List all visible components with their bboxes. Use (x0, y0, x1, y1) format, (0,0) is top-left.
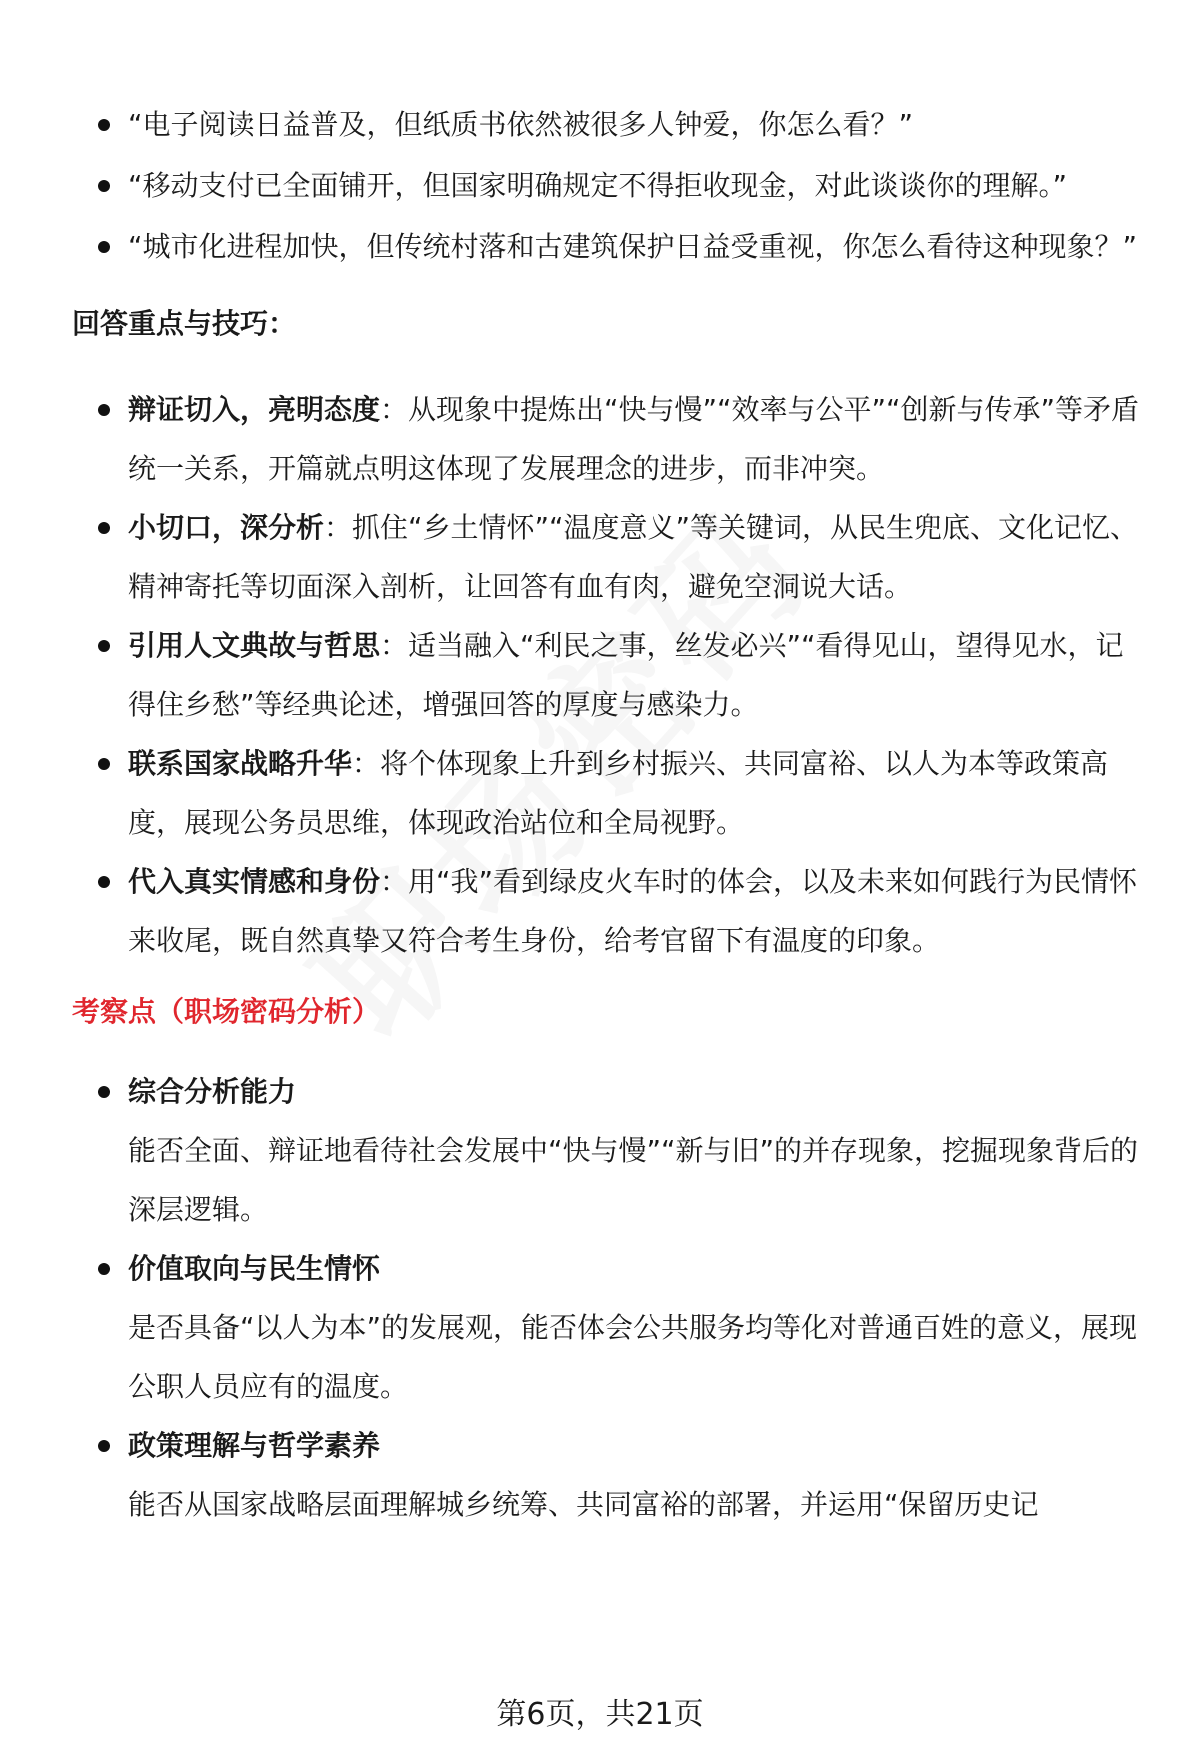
list-item: 联系国家战略升华：将个体现象上升到乡村振兴、共同富裕、以人为本等政策高度，展现公务员思维，体现政治站位和全局视野。 (72, 734, 1142, 852)
exam-list (72, 1062, 1142, 1534)
bullet-icon (98, 241, 110, 253)
bullet-icon (98, 1086, 110, 1098)
bullet-icon (98, 640, 110, 652)
list-item: 引用人文典故与哲思：适当融入“利民之事，丝发必兴”“看得见山，望得见水，记得住乡愁”等经典论述，增强回答的厚度与感染力。 (72, 616, 1142, 734)
page-content (72, 95, 1142, 1534)
list-item: 辩证切入，亮明态度：从现象中提炼出“快与慢”“效率与公平”“创新与传承”等矛盾统一关系，开篇就点明这体现了发展理念的进步，而非冲突。 (72, 380, 1142, 498)
bullet-icon (98, 876, 110, 888)
list-item: 综合分析能力 能否全面、辩证地看待社会发展中“快与慢”“新与旧”的并存现象，挖掘现象背后的深层逻辑。 (72, 1062, 1142, 1239)
bullet-icon (98, 1440, 110, 1452)
list-item: “城市化进程加快，但传统村落和古建筑保护日益受重视，你怎么看待这种现象？” (72, 217, 1142, 276)
bullet-icon (98, 404, 110, 416)
list-item: “电子阅读日益普及，但纸质书依然被很多人钟爱，你怎么看？” (72, 95, 1142, 154)
tips-list (72, 380, 1142, 970)
bullet-icon (98, 1263, 110, 1275)
bullet-icon (98, 180, 110, 192)
page-number-footer: 第6页，共21页 (496, 1697, 704, 1732)
exam-heading: 考察点（职场密码分析） (72, 995, 381, 1028)
bullet-icon (98, 758, 110, 770)
tips-heading: 回答重点与技巧： (72, 307, 297, 340)
list-item: 代入真实情感和身份：用“我”看到绿皮火车时的体会，以及未来如何践行为民情怀来收尾，既自然真挚又符合考生身份，给考官留下有温度的印象。 (72, 852, 1142, 970)
bullet-icon (98, 119, 110, 131)
list-item: 小切口，深分析：抓住“乡土情怀”“温度意义”等关键词，从民生兜底、文化记忆、精神寄托等切面深入剖析，让回答有血有肉，避免空洞说大话。 (72, 498, 1142, 616)
list-item: 价值取向与民生情怀 是否具备“以人为本”的发展观，能否体会公共服务均等化对普通百姓的意义，展现公职人员应有的温度。 (72, 1239, 1142, 1416)
list-item: “移动支付已全面铺开，但国家明确规定不得拒收现金，对此谈谈你的理解。” (72, 156, 1142, 215)
question-list (72, 95, 1142, 276)
list-item: 政策理解与哲学素养 能否从国家战略层面理解城乡统筹、共同富裕的部署，并运用“保留历史记 (72, 1416, 1142, 1534)
bullet-icon (98, 522, 110, 534)
